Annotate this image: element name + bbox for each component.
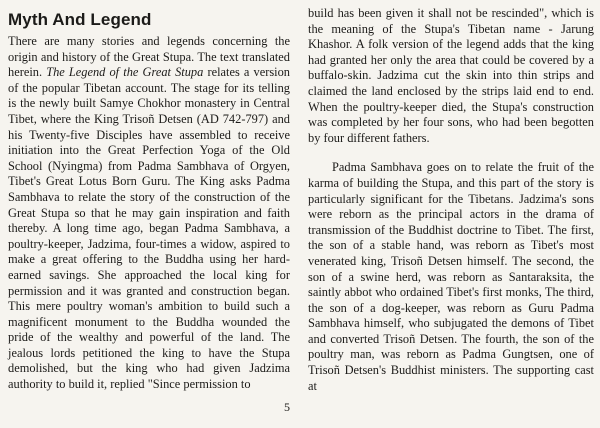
book-title-italic: The Legend of the Great Stupa bbox=[46, 65, 204, 80]
right-paragraph-2: Padma Sambhava goes on to relate the fruit of the karma of building the Stupa, and this part of the story is particularly significant for the Tibetans. Jadzima's sons were reborn as the principal actors in the drama of transmission of the Buddhist doctrine to Tibet. The first, the son of a stable hand, was reborn as Tibet's most venerated king, Trisoñ Detsen himself. The second, the son of a swine herd, was reborn as Santaraksita, the saintly abbot who ordained Tibet's first monks, The third, the son of a dog-keeper, was reborn as Guru Padma Sambhava himself, who subjugated the demons of Tibet and converted Trisoñ Detsen. The fourth, the son of the poultry man, was reborn as Padma Gungtsen, one of Trisoñ Detsen's Buddhist ministers. The supporting cast at bbox=[308, 160, 594, 393]
left-paragraph-1-body: relates a version of the popular Tibetan account. The stage for its telling is the newly built Samye Chokhor monastery in Central Tibet, where the King Trisoñ Detsen (AD 742-797) and his Twenty-five Disciples have assembled to receive initiation into the Great Perfection Yoga of the Old School (Nyingma) from Padma Sambhava of Orgyen, Tibet's Great Lotus Born Guru. The King asks Padma Sambhava to relate the story of the construction of the Great Stupa so that he may gain inspiration and faith thereby. A long time ago, began Padma Sambhava, a poultry-keeper, Jadzima, four-times a widow, aspired to make a great offering to the Buddha using her hard-earned savings. She approached the local king for permission and it was granted and construction began. This mere poultry woman's ambition to build such a magnificent monument to the Buddha wounded the pride of the wealthy and powerful of the land. The jealous lords petitioned the king to have the Stupa demolished, but the king who had given Jadzima authority to build it, replied "Since permission to bbox=[8, 65, 290, 392]
right-column bbox=[308, 6, 594, 394]
left-paragraph-1 bbox=[8, 34, 290, 393]
section-heading: Myth And Legend bbox=[8, 10, 152, 29]
right-paragraph-1: build has been given it shall not be rescinded", which is the meaning of the Stupa's Tibetan name - Jarung Khashor. A folk version of the legend adds that the king had granted her only the area that could be covered by a buffalo-skin. Jadzima cut the skin into thin strips and claimed the land enclosed by the strips laid end to end. When the poultry-keeper died, the Stupa's construction was completed by her four sons, who had been begotten by four different fathers. bbox=[308, 6, 594, 145]
page-number: 5 bbox=[284, 400, 290, 414]
left-paragraph-1-intro: There are many stories and legends concerning the origin and history of the Great Stupa. The text translated herein. bbox=[8, 34, 290, 80]
left-column bbox=[8, 34, 290, 393]
